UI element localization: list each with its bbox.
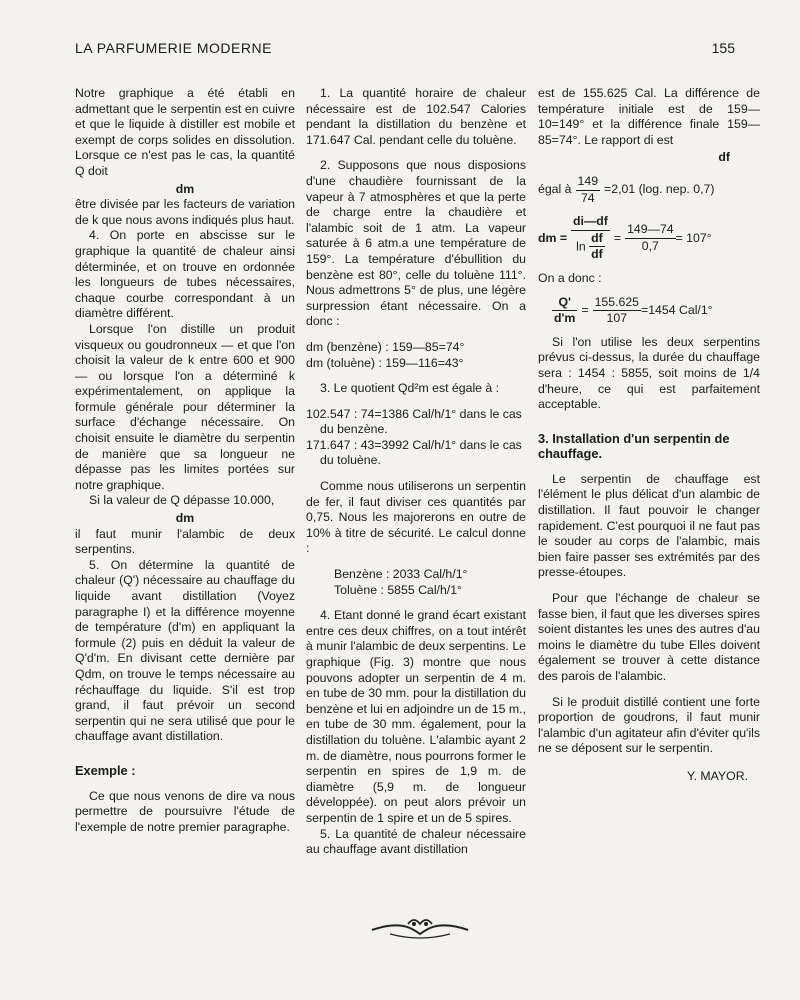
- fraction: [576, 174, 601, 206]
- fraction-numerator: di—df: [571, 214, 610, 231]
- paragraph: Si l'on utilise les deux serpentins prévus ci-dessus, la durée du chauffage sera : 1454 : 5855, soit moins de 1/4 d'heure, ce qui est parfaitement acceptable.: [538, 334, 760, 412]
- fraction-denominator: 107: [606, 311, 628, 326]
- fraction: [552, 295, 577, 327]
- equation-ratio: [538, 174, 760, 206]
- fraction-numerator: 149—74: [625, 222, 676, 239]
- paragraph: Si le produit distillé contient une forte proportion de goudrons, il faut munir l'alambic d'un agitateur afin d'éviter qu'ils ne se déposent sur le serpentin.: [538, 694, 760, 756]
- paragraph: 1. La quantité horaire de chaleur nécessaire est de 102.547 Calories pendant la distillation du benzène et 171.647 Cal. pendant celle du toluène.: [306, 86, 526, 147]
- page-number: 155: [711, 40, 735, 56]
- fraction-numerator: 149: [576, 174, 601, 191]
- fraction-denominator: 0,7: [641, 239, 659, 254]
- paragraph: On a donc :: [538, 270, 602, 285]
- paragraph: 2. Supposons que nous disposions d'une chaudière fournissant de la vapeur à 7 atmosphères et que la perte de charge entre la chaudière et l'alambic soit de 1 atm. La vapeur saturée à 6 atm.a une température de 159°. La température d'ébullition du benzène est 80°, celle du toluène 111°. Nous admettrons 5° de plus, une légère surpression étant nécessaire. On a donc :: [306, 158, 526, 329]
- paragraph: 4. Etant donné le grand écart existant entre ces deux chiffres, on a tout intérêt à munir l'alambic de deux serpentins. Le graphique (Fig. 3) montre que nous pouvons adopter un serpentin de 4 m. en tube de 30 mm. pour la distillation du benzène et lui en adjoindre un de 15 m., en tube de 30 mm. également, pour la distillation du toluène. L'alambic ayant 2 m. de diamètre, nous pourrons former le serpentin en spires de 1,9 m. de diamètre (5,9 m. de longueur développée). on peut alors prévoir un serpentin de 1 spire et un de 5 spires.: [306, 608, 526, 825]
- equation-lhs: dm =: [538, 230, 568, 245]
- paragraph: Le serpentin de chauffage est l'élément le plus délicat d'un alambic de distillation. Il faut pouvoir le changer rapidement. C'est pourquoi il ne faut pas le souder au corps de l'alambic, mais bien faire passer ses extrémités par des presse-étoupes.: [538, 471, 760, 580]
- section-heading: Exemple :: [75, 762, 136, 778]
- fraction-denominator: d'm: [554, 311, 576, 326]
- fraction-denominator: 74: [580, 190, 595, 205]
- running-header: [75, 40, 735, 62]
- column-1: [75, 86, 295, 835]
- result-line: Toluène : 5855 Cal/h/1°: [334, 582, 462, 597]
- result-line: Benzène : 2033 Cal/h/1°: [334, 567, 468, 582]
- decorative-ornament-icon: [370, 912, 470, 942]
- paragraph: 4. On porte en abscisse sur le graphique la quantité de chaleur ainsi déterminée, et on trouve en ordonnée les longueurs de tubes nécessaires, chaque courbe correspondant à un diamètre différent.: [75, 228, 295, 321]
- equation-q: $\frac{Q'}{d'm}$ = $\frac{155.625}{107}$ =1454 Cal/1°: [554, 294, 713, 326]
- fraction: [593, 295, 641, 327]
- author-signature: Y. MAYOR.: [686, 768, 748, 783]
- fraction-denominator: dm: [175, 181, 195, 196]
- fraction-denominator: df: [718, 150, 730, 165]
- paragraph: Ce que nous venons de dire va nous permettre de poursuivre l'étude de l'exemple de notre premier paragraphe.: [75, 788, 295, 834]
- fraction: [571, 214, 610, 263]
- paragraph: 3. Le quotient Qd²m est égale à :: [320, 381, 500, 396]
- formula-line: dm (benzène) : 159—85=74°: [306, 339, 465, 354]
- calculation-line: 171.647 : 43=3992 Cal/h/1° dans le cas du toluène.: [306, 437, 522, 468]
- equation-dm: dm = di—df ln $\frac{df}{df}$ = $\frac{149—74}{0,7}$ = 107°: [538, 214, 712, 262]
- paragraph: est de 155.625 Cal. La différence de température initiale est de 159—10=149° et la différence finale 159—85=74°. Le rapport di est: [538, 86, 760, 147]
- equation-result: =2,01 (log. nep. 0,7): [604, 182, 715, 197]
- equation-result: = 107°: [675, 230, 712, 245]
- equation-result: =1454 Cal/1°: [641, 302, 713, 317]
- paragraph: il faut munir l'alambic de deux serpentins.: [75, 526, 295, 557]
- paragraph: Notre graphique a été établi en admettant que le serpentin est en cuivre et que le liquide à distiller est mobile et exempt de corps solides en dissolution. Lorsque ce n'est pas le cas, la quantité Q doit: [75, 86, 295, 178]
- fraction-numerator: df: [589, 231, 605, 248]
- fraction-numerator: Q': [552, 295, 577, 312]
- calculation-line: 102.547 : 74=1386 Cal/h/1° dans le cas du benzène.: [306, 406, 522, 437]
- fraction-denominator: [571, 231, 610, 263]
- fraction-denominator: df: [591, 247, 603, 262]
- ln-label: ln: [576, 239, 586, 254]
- paragraph: être divisée par les facteurs de variation de k que nous avons indiqués plus haut.: [75, 197, 295, 227]
- column-2: [306, 86, 526, 858]
- journal-title: LA PARFUMERIE MODERNE: [75, 40, 272, 56]
- fraction-denominator: dm: [175, 511, 195, 526]
- fraction-numerator: 155.625: [593, 295, 641, 312]
- inner-fraction: [589, 231, 605, 263]
- fraction: [625, 222, 676, 254]
- paragraph: Si la valeur de Q dépasse 10.000,: [89, 493, 275, 508]
- paragraph: Lorsque l'on distille un produit visqueux ou goudronneux — et que l'on choisit la valeur de k entre 600 et 900 — ou lorsque l'on a déterminé k expérimentalement, on applique la formule générale pour déterminer la surface d'échange nécessaire. On choisit ensuite le diamètre du serpentin de manière que sa longueur ne dépasse pas les limites portées sur notre graphique.: [75, 321, 295, 492]
- paragraph: 5. La quantité de chaleur nécessaire au chauffage avant distillation: [306, 826, 526, 857]
- section-heading: 3. Installation d'un serpentin de chauffage.: [538, 430, 730, 462]
- formula-line: dm (toluène) : 159—116=43°: [306, 355, 464, 370]
- column-3: [538, 86, 760, 785]
- paragraph: 5. On détermine la quantité de chaleur (Q') nécessaire au chauffage du liquide avant distillation (Voyez paragraphe I) et la différence moyenne de température (d'm) en appliquant la formule (2) puis en déduit la valeur de Q'd'm. En divisant cette dernière par Qdm, on trouve le temps nécessaire au réchauffage du liquide. S'il est trop grand, il faut prévoir un second serpentin qui ne sera utilisé que pour le chauffage avant distillation.: [75, 557, 295, 744]
- paragraph: Pour que l'échange de chaleur se fasse bien, il faut que les diverses spires soient distantes les unes des autres d'au moins le diamètre du tube Elles doivent également se trouver à cette distance des parois de l'alambic.: [538, 591, 760, 683]
- paragraph: Comme nous utiliserons un serpentin de fer, il faut diviser ces quantités par 0,75. Nous les majorerons en outre de 10% à titre de sécurité. Le calcul donne :: [306, 479, 526, 556]
- equation-text: égal à: [538, 182, 572, 197]
